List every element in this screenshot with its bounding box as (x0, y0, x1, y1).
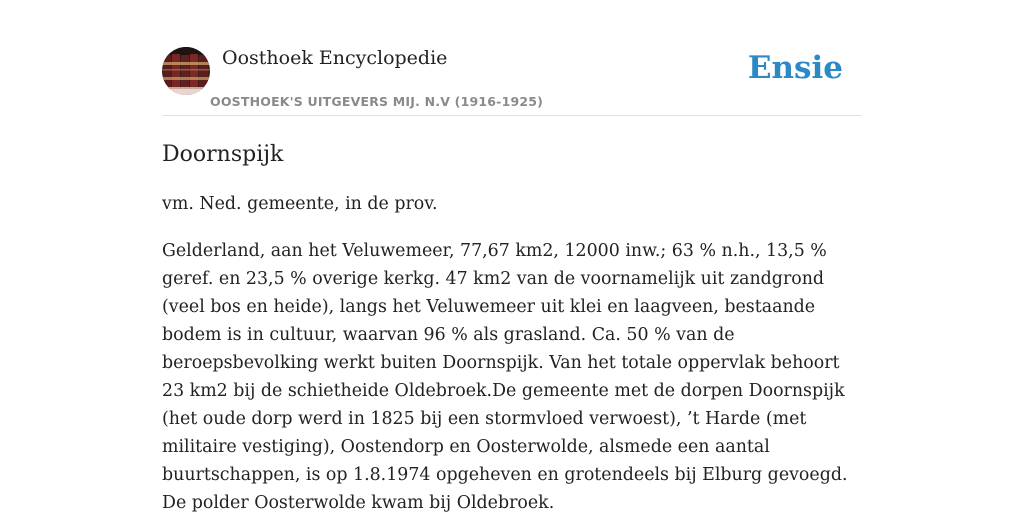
ensie-logo[interactable]: Ensie (747, 50, 843, 86)
books-icon[interactable] (162, 47, 210, 95)
entry-title: Doornspijk (162, 142, 284, 167)
entry-paragraph: vm. Ned. gemeente, in de prov. (162, 194, 438, 214)
publisher-subtitle: OOSTHOEK'S UITGEVERS MIJ. N.V (1916-1925) (210, 94, 544, 109)
entry-paragraph: Gelderland, aan het Veluwemeer, 77,67 km2, 12000 inw.; 63 % n.h., 13,5 % geref. en 23,5 % overige kerkg. 47 km2 van de voornamelijk uit zandgrond (veel bos en heide), langs het Veluwemeer uit klei en laagveen, bestaande bodem is in cultuur, waarvan 96 % als grasland. Ca. 50 % van de beroepsbevolking werkt buiten Doornspijk. Van het totale oppervlak behoort 23 km2 bij de schietheide Oldebroek.De gemeente met de dorpen Doornspijk (het oude dorp werd in 1825 bij een stormvloed verwoest), ’t Harde (met militaire vestiging), Oostendorp en Oosterwolde, alsmede een aantal buurtschappen, is op 1.8.1974 opgeheven en grotendeels bij Elburg gevoegd. De polder Oosterwolde kwam bij Oldebroek. (162, 241, 848, 512)
site-header (162, 44, 862, 116)
site-title[interactable]: Oosthoek Encyclopedie (222, 47, 448, 69)
entry-content (162, 139, 862, 512)
